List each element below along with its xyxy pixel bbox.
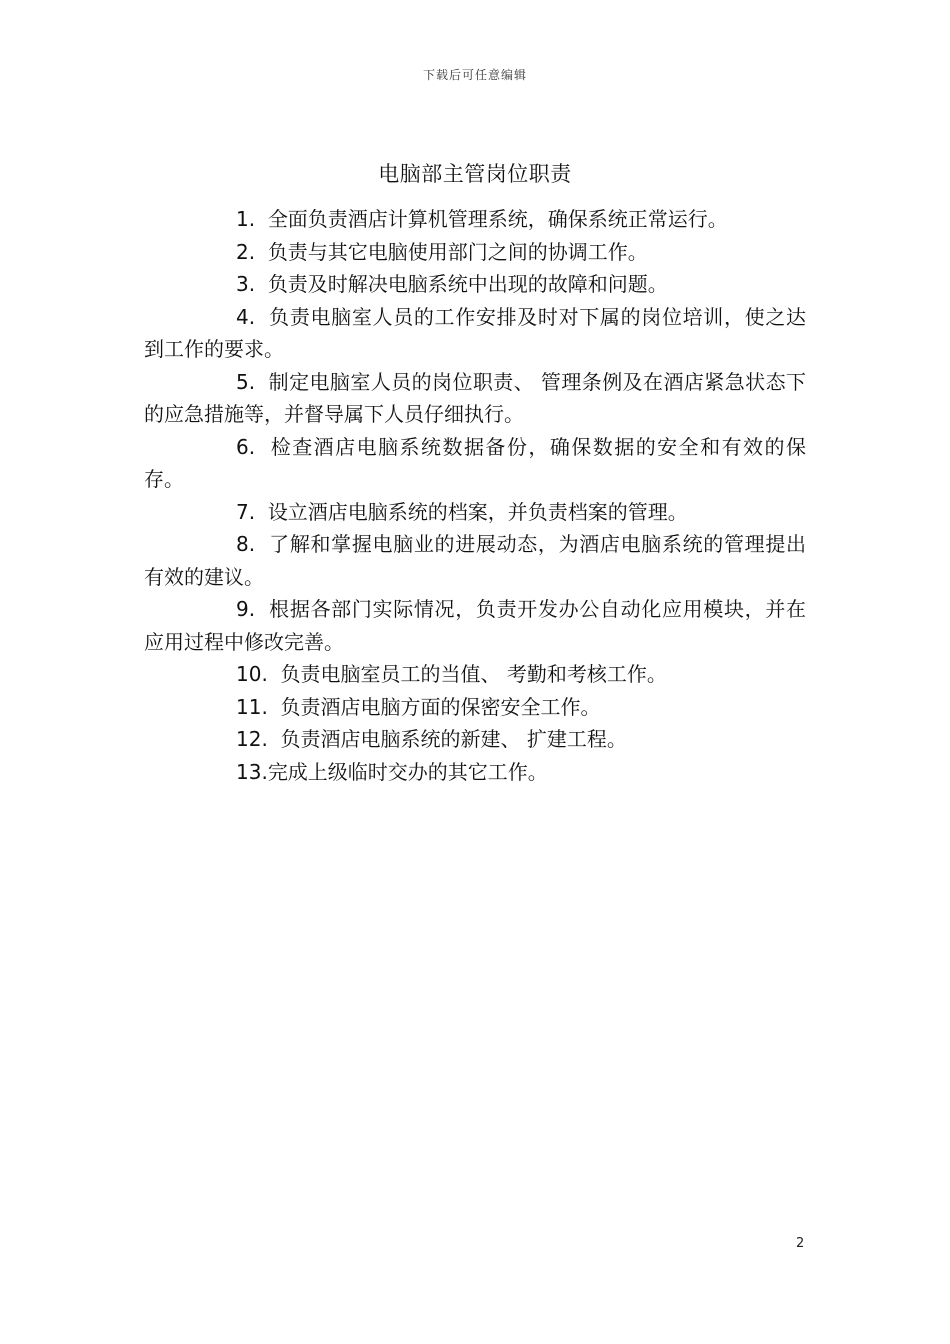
duty-item (144, 593, 806, 658)
item-text: 制定电脑室人员的岗位职责、 管理条例及在酒店紧急状态下的应急措施等，并督导属下人员仔细执行。 (144, 369, 806, 426)
item-text: 完成上级临时交办的其它工作。 (267, 759, 548, 784)
item-number: 7. (236, 499, 256, 524)
duty-item (144, 756, 806, 789)
duty-item (144, 431, 806, 496)
duty-item (144, 268, 806, 301)
item-text: 设立酒店电脑系统的档案，并负责档案的管理。 (267, 499, 688, 524)
item-text: 负责电脑室员工的当值、 考勤和考核工作。 (280, 662, 667, 686)
item-text: 根据各部门实际情况，负责开发办公自动化应用模块，并在应用过程中修改完善。 (144, 597, 806, 654)
item-number: 10. (236, 662, 268, 686)
duty-item (144, 301, 806, 366)
item-number: 13. (236, 759, 268, 784)
item-number: 2. (236, 239, 256, 264)
item-number: 8. (236, 532, 256, 556)
item-number: 9. (236, 597, 256, 621)
duty-item (144, 496, 806, 529)
item-text: 负责酒店电脑系统的新建、 扩建工程。 (280, 727, 627, 751)
duty-item (144, 366, 806, 431)
item-text: 了解和掌握电脑业的进展动态，为酒店电脑系统的管理提出有效的建议。 (144, 532, 806, 589)
duty-item (144, 658, 806, 691)
page-number: 2 (796, 1236, 805, 1251)
item-text: 检查酒店电脑系统数据备份，确保数据的安全和有效的保存。 (144, 434, 806, 491)
item-number: 1. (236, 207, 256, 231)
item-text: 负责与其它电脑使用部门之间的协调工作。 (267, 239, 648, 264)
duty-item (144, 723, 806, 756)
item-number: 4. (236, 304, 256, 329)
item-text: 全面负责酒店计算机管理系统，确保系统正常运行。 (267, 207, 728, 231)
item-text: 负责酒店电脑方面的保密安全工作。 (280, 694, 601, 719)
document-title: 电脑部主管岗位职责 (378, 162, 572, 186)
duty-item (144, 691, 806, 724)
duty-item (144, 528, 806, 593)
item-number: 3. (236, 272, 256, 296)
duty-item (144, 203, 806, 236)
duty-item (144, 236, 806, 269)
item-number: 6. (236, 434, 256, 459)
duty-list (144, 203, 806, 788)
item-text: 负责电脑室人员的工作安排及时对下属的岗位培训，使之达到工作的要求。 (144, 304, 806, 361)
item-text: 负责及时解决电脑系统中出现的故障和问题。 (267, 272, 668, 296)
item-number: 5. (236, 369, 256, 394)
item-number: 11. (236, 694, 268, 719)
header-note: 下载后可任意编辑 (422, 68, 527, 82)
item-number: 12. (236, 727, 268, 751)
